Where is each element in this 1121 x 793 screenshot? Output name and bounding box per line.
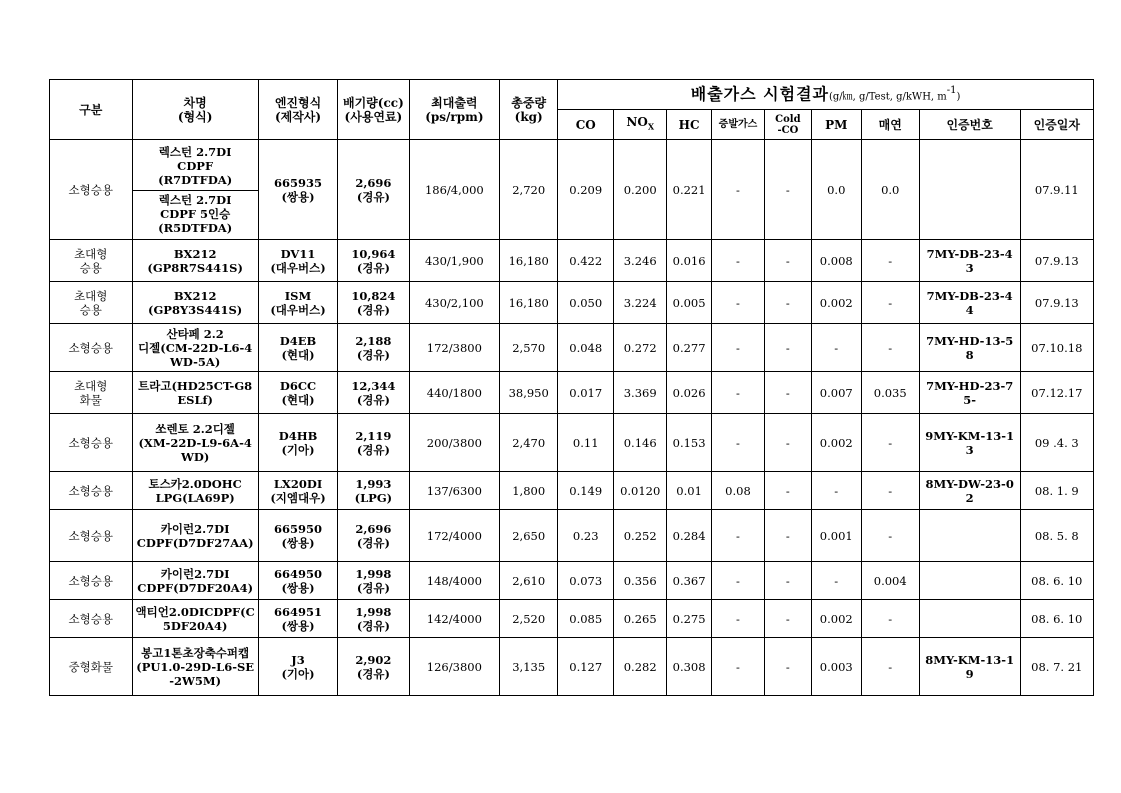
displacement-cell: 10,824 (경유): [338, 282, 409, 324]
pm-cell: 0.008: [811, 240, 861, 282]
gross-weight-cell: 3,135: [500, 638, 558, 696]
cert-no-cell: [919, 562, 1020, 600]
pm-cell: -: [811, 562, 861, 600]
header-emission-group: 배출가스 시험결과(g/㎞, g/Test, g/kWH, $m^{-1}$): [558, 80, 1094, 110]
displacement-cell: 12,344 (경유): [338, 372, 409, 414]
smoke-cell: 0.0: [861, 140, 919, 240]
cert-no-cell: 8MY-KM-13-1 9: [919, 638, 1020, 696]
vehicle-model-cell: 카이런2.7DI CDPF(D7DF27AA): [132, 510, 258, 562]
cold-co-cell: -: [764, 510, 811, 562]
table-row: [50, 282, 1094, 324]
vehicle-type-cell: 초대형 화물: [50, 372, 133, 414]
cert-no-cell: 7MY-HD-23-7 5-: [919, 372, 1020, 414]
header-displacement: 배기량(cc) (사용연료): [338, 80, 409, 140]
co-cell: 0.085: [558, 600, 614, 638]
cert-no-cell: 9MY-KM-13-1 3: [919, 414, 1020, 472]
vehicle-type-cell: 소형승용: [50, 600, 133, 638]
cert-no-cell: [919, 510, 1020, 562]
table-row: [50, 510, 1094, 562]
pm-cell: -: [811, 324, 861, 372]
smoke-cell: -: [861, 324, 919, 372]
header-smoke: 매연: [861, 110, 919, 140]
co-cell: 0.048: [558, 324, 614, 372]
max-output-cell: 137/6300: [409, 472, 500, 510]
cert-no-cell: 7MY-DB-23-4 4: [919, 282, 1020, 324]
hc-cell: 0.005: [667, 282, 712, 324]
nox-cell: 0.146: [614, 414, 667, 472]
engine-cell: D4HB (기아): [258, 414, 337, 472]
pm-cell: -: [811, 472, 861, 510]
vehicle-model-cell: 산타페 2.2 디젤(CM-22D-L6-4 WD-5A): [132, 324, 258, 372]
smoke-cell: -: [861, 240, 919, 282]
hc-cell: 0.153: [667, 414, 712, 472]
displacement-cell: 1,998 (경유): [338, 562, 409, 600]
displacement-cell: 2,696 (경유): [338, 510, 409, 562]
hc-cell: 0.308: [667, 638, 712, 696]
vehicle-type-cell: 소형승용: [50, 324, 133, 372]
cold-co-cell: -: [764, 638, 811, 696]
table-row: [50, 140, 1094, 240]
hc-cell: 0.221: [667, 140, 712, 240]
hc-cell: 0.275: [667, 600, 712, 638]
gross-weight-cell: 2,610: [500, 562, 558, 600]
vehicle-type-cell: 소형승용: [50, 562, 133, 600]
header-max-output: 최대출력 (ps/rpm): [409, 80, 500, 140]
cold-co-cell: -: [764, 472, 811, 510]
evap-cell: -: [712, 240, 765, 282]
hc-cell: 0.01: [667, 472, 712, 510]
hc-cell: 0.026: [667, 372, 712, 414]
table-row: [50, 600, 1094, 638]
table-row: [50, 324, 1094, 372]
displacement-cell: 1,993 (LPG): [338, 472, 409, 510]
co-cell: 0.149: [558, 472, 614, 510]
header-cert-date: 인증일자: [1020, 110, 1093, 140]
displacement-cell: 2,119 (경유): [338, 414, 409, 472]
nox-cell: 0.282: [614, 638, 667, 696]
displacement-cell: 2,696 (경유): [338, 140, 409, 240]
nox-cell: 3.224: [614, 282, 667, 324]
pm-cell: 0.002: [811, 414, 861, 472]
vehicle-model-cell: 렉스턴 2.7DI CDPF (R7DTFDA) 렉스턴 2.7DI CDPF 5인승 (R5DTFDA): [132, 140, 258, 240]
cert-date-cell: 09 .4. 3: [1020, 414, 1093, 472]
header-pm: PM: [811, 110, 861, 140]
vehicle-type-cell: 초대형 승용: [50, 240, 133, 282]
co-cell: 0.422: [558, 240, 614, 282]
vehicle-model-cell: 카이런2.7DI CDPF(D7DF20A4): [132, 562, 258, 600]
co-cell: 0.050: [558, 282, 614, 324]
hc-cell: 0.284: [667, 510, 712, 562]
header-model: 차명 (형식): [132, 80, 258, 140]
smoke-cell: -: [861, 472, 919, 510]
header-co: CO: [558, 110, 614, 140]
cert-date-cell: 07.9.11: [1020, 140, 1093, 240]
cert-no-cell: 7MY-DB-23-4 3: [919, 240, 1020, 282]
header-evap: 증발가스: [712, 110, 765, 140]
evap-cell: 0.08: [712, 472, 765, 510]
vehicle-type-cell: 소형승용: [50, 140, 133, 240]
cert-no-cell: 8MY-DW-23-0 2: [919, 472, 1020, 510]
cert-no-cell: [919, 600, 1020, 638]
cert-no-cell: [919, 140, 1020, 240]
max-output-cell: 126/3800: [409, 638, 500, 696]
hc-cell: 0.367: [667, 562, 712, 600]
pm-cell: 0.007: [811, 372, 861, 414]
evap-cell: -: [712, 562, 765, 600]
table-row: [50, 562, 1094, 600]
header-nox: $NO_X$: [614, 110, 667, 140]
evap-cell: -: [712, 282, 765, 324]
vehicle-model-cell: BX212 (GP8R7S441S): [132, 240, 258, 282]
cert-no-cell: 7MY-HD-13-5 8: [919, 324, 1020, 372]
evap-cell: -: [712, 324, 765, 372]
displacement-cell: 1,998 (경유): [338, 600, 409, 638]
cert-date-cell: 07.10.18: [1020, 324, 1093, 372]
max-output-cell: 172/3800: [409, 324, 500, 372]
vehicle-type-cell: 중형화물: [50, 638, 133, 696]
header-hc: HC: [667, 110, 712, 140]
evap-cell: -: [712, 510, 765, 562]
cold-co-cell: -: [764, 414, 811, 472]
max-output-cell: 186/4,000: [409, 140, 500, 240]
vehicle-type-cell: 소형승용: [50, 414, 133, 472]
vehicle-model-cell: BX212 (GP8Y3S441S): [132, 282, 258, 324]
co-cell: 0.017: [558, 372, 614, 414]
gross-weight-cell: 38,950: [500, 372, 558, 414]
vehicle-model-cell: 봉고1톤초장축수퍼캡 (PU1.0-29D-L6-SE -2W5M): [132, 638, 258, 696]
pm-cell: 0.0: [811, 140, 861, 240]
vehicle-type-cell: 초대형 승용: [50, 282, 133, 324]
evap-cell: -: [712, 372, 765, 414]
nox-cell: 0.0120: [614, 472, 667, 510]
table-row: [50, 240, 1094, 282]
cold-co-cell: -: [764, 562, 811, 600]
cert-date-cell: 08. 6. 10: [1020, 600, 1093, 638]
vehicle-model-cell: 쏘렌토 2.2디젤 (XM-22D-L9-6A-4 WD): [132, 414, 258, 472]
max-output-cell: 430/1,900: [409, 240, 500, 282]
cold-co-cell: -: [764, 324, 811, 372]
cert-date-cell: 07.12.17: [1020, 372, 1093, 414]
pm-cell: 0.002: [811, 282, 861, 324]
max-output-cell: 172/4000: [409, 510, 500, 562]
cert-date-cell: 08. 6. 10: [1020, 562, 1093, 600]
nox-cell: 0.200: [614, 140, 667, 240]
smoke-cell: 0.035: [861, 372, 919, 414]
engine-cell: J3 (기아): [258, 638, 337, 696]
engine-cell: 664950 (쌍용): [258, 562, 337, 600]
table-row: [50, 638, 1094, 696]
header-type: 구분: [50, 80, 133, 140]
cold-co-cell: -: [764, 282, 811, 324]
table-body: [50, 140, 1094, 696]
nox-cell: 0.272: [614, 324, 667, 372]
table-row: [50, 414, 1094, 472]
co-cell: 0.073: [558, 562, 614, 600]
gross-weight-cell: 2,520: [500, 600, 558, 638]
max-output-cell: 440/1800: [409, 372, 500, 414]
gross-weight-cell: 2,650: [500, 510, 558, 562]
vehicle-type-cell: 소형승용: [50, 510, 133, 562]
cold-co-cell: -: [764, 600, 811, 638]
co-cell: 0.11: [558, 414, 614, 472]
gross-weight-cell: 16,180: [500, 282, 558, 324]
co-cell: 0.23: [558, 510, 614, 562]
smoke-cell: -: [861, 414, 919, 472]
smoke-cell: 0.004: [861, 562, 919, 600]
header-gross-weight: 총중량 (kg): [500, 80, 558, 140]
hc-cell: 0.277: [667, 324, 712, 372]
pm-cell: 0.002: [811, 600, 861, 638]
nox-cell: 3.246: [614, 240, 667, 282]
vehicle-model-cell: 트라고(HD25CT-G8 ESLf): [132, 372, 258, 414]
max-output-cell: 200/3800: [409, 414, 500, 472]
nox-cell: 0.265: [614, 600, 667, 638]
gross-weight-cell: 2,720: [500, 140, 558, 240]
evap-cell: -: [712, 638, 765, 696]
cert-date-cell: 08. 5. 8: [1020, 510, 1093, 562]
displacement-cell: 2,902 (경유): [338, 638, 409, 696]
smoke-cell: -: [861, 282, 919, 324]
engine-cell: D4EB (현대): [258, 324, 337, 372]
max-output-cell: 148/4000: [409, 562, 500, 600]
table-row: [50, 372, 1094, 414]
vehicle-type-cell: 소형승용: [50, 472, 133, 510]
header-engine: 엔진형식 (제작사): [258, 80, 337, 140]
co-cell: 0.209: [558, 140, 614, 240]
cert-date-cell: 08. 7. 21: [1020, 638, 1093, 696]
pm-cell: 0.003: [811, 638, 861, 696]
engine-cell: ISM (대우버스): [258, 282, 337, 324]
hc-cell: 0.016: [667, 240, 712, 282]
vehicle-model-cell: 액티언2.0DICDPF(C 5DF20A4): [132, 600, 258, 638]
evap-cell: -: [712, 140, 765, 240]
gross-weight-cell: 2,470: [500, 414, 558, 472]
gross-weight-cell: 1,800: [500, 472, 558, 510]
smoke-cell: -: [861, 638, 919, 696]
gross-weight-cell: 2,570: [500, 324, 558, 372]
nox-cell: 0.252: [614, 510, 667, 562]
nox-cell: 3.369: [614, 372, 667, 414]
vehicle-model-cell: 토스카2.0DOHC LPG(LA69P): [132, 472, 258, 510]
header-cert-no: 인증번호: [919, 110, 1020, 140]
nox-cell: 0.356: [614, 562, 667, 600]
evap-cell: -: [712, 414, 765, 472]
cert-date-cell: 07.9.13: [1020, 282, 1093, 324]
engine-cell: DV11 (대우버스): [258, 240, 337, 282]
emission-test-table: [49, 79, 1094, 696]
smoke-cell: -: [861, 600, 919, 638]
engine-cell: 665935 (쌍용): [258, 140, 337, 240]
max-output-cell: 142/4000: [409, 600, 500, 638]
engine-cell: LX20DI (지엠대우): [258, 472, 337, 510]
max-output-cell: 430/2,100: [409, 282, 500, 324]
cold-co-cell: -: [764, 240, 811, 282]
engine-cell: 664951 (쌍용): [258, 600, 337, 638]
evap-cell: -: [712, 600, 765, 638]
engine-cell: D6CC (현대): [258, 372, 337, 414]
co-cell: 0.127: [558, 638, 614, 696]
cold-co-cell: -: [764, 140, 811, 240]
displacement-cell: 2,188 (경유): [338, 324, 409, 372]
cold-co-cell: -: [764, 372, 811, 414]
displacement-cell: 10,964 (경유): [338, 240, 409, 282]
gross-weight-cell: 16,180: [500, 240, 558, 282]
cert-date-cell: 08. 1. 9: [1020, 472, 1093, 510]
engine-cell: 665950 (쌍용): [258, 510, 337, 562]
header-cold-co: Cold -CO: [764, 110, 811, 140]
cert-date-cell: 07.9.13: [1020, 240, 1093, 282]
smoke-cell: -: [861, 510, 919, 562]
pm-cell: 0.001: [811, 510, 861, 562]
table-row: [50, 472, 1094, 510]
